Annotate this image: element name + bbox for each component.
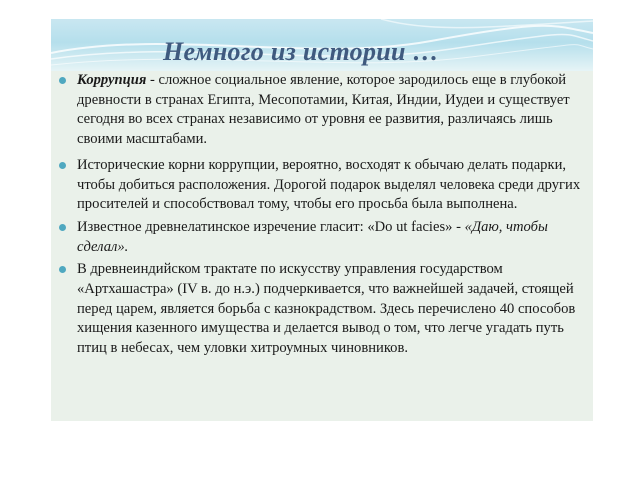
item-text: В древнеиндийском трактате по искусству управления государством «Артхашастра» (IV в. до н.э.) подчеркивается, что важнейшей задачей, стоящей перед царем, является борьба с казнокрадством. Здесь перечислено 40 способов хищения казенного имущества и делается вывод о том, что легче угадать путь птиц в небесах, чем уловки хитроумных чиновников. bbox=[77, 261, 576, 357]
item-text: - сложное социальное явление, которое зародилось еще в глубокой древности в странах Египта, Месопотамии, Китая, Индии, Иудеи и существует сегодня во всех странах независимо от уровня ее развития, различаясь лишь своими масштабами. bbox=[77, 72, 570, 148]
bullet-item-historical-roots bbox=[57, 156, 587, 215]
item-text: Известное древнелатинское изречение гласит: «Do ut facies» - bbox=[77, 218, 465, 235]
bullet-dot-icon bbox=[59, 266, 66, 273]
term-corruption: Коррупция bbox=[77, 72, 147, 88]
bullet-dot-icon bbox=[59, 224, 66, 231]
bullet-item-latin-saying bbox=[57, 218, 587, 257]
bullet-item-corruption bbox=[57, 71, 587, 150]
slide bbox=[51, 19, 593, 421]
bullet-dot-icon bbox=[59, 77, 66, 84]
slide-title: Немного из истории … bbox=[163, 37, 439, 66]
bullet-dot-icon bbox=[59, 162, 66, 169]
bullet-list bbox=[57, 71, 587, 359]
item-text: Исторические корни коррупции, вероятно, восходят к обычаю делать подарки, чтобы добиться расположения. Дорогой подарок выделял человека среди других просителей и способствовал тому, чтобы его просьба была выполнена. bbox=[77, 156, 581, 213]
bullet-item-arthashastra bbox=[57, 260, 587, 359]
latin-translation: «Даю, чтобы сделал». bbox=[77, 218, 548, 255]
